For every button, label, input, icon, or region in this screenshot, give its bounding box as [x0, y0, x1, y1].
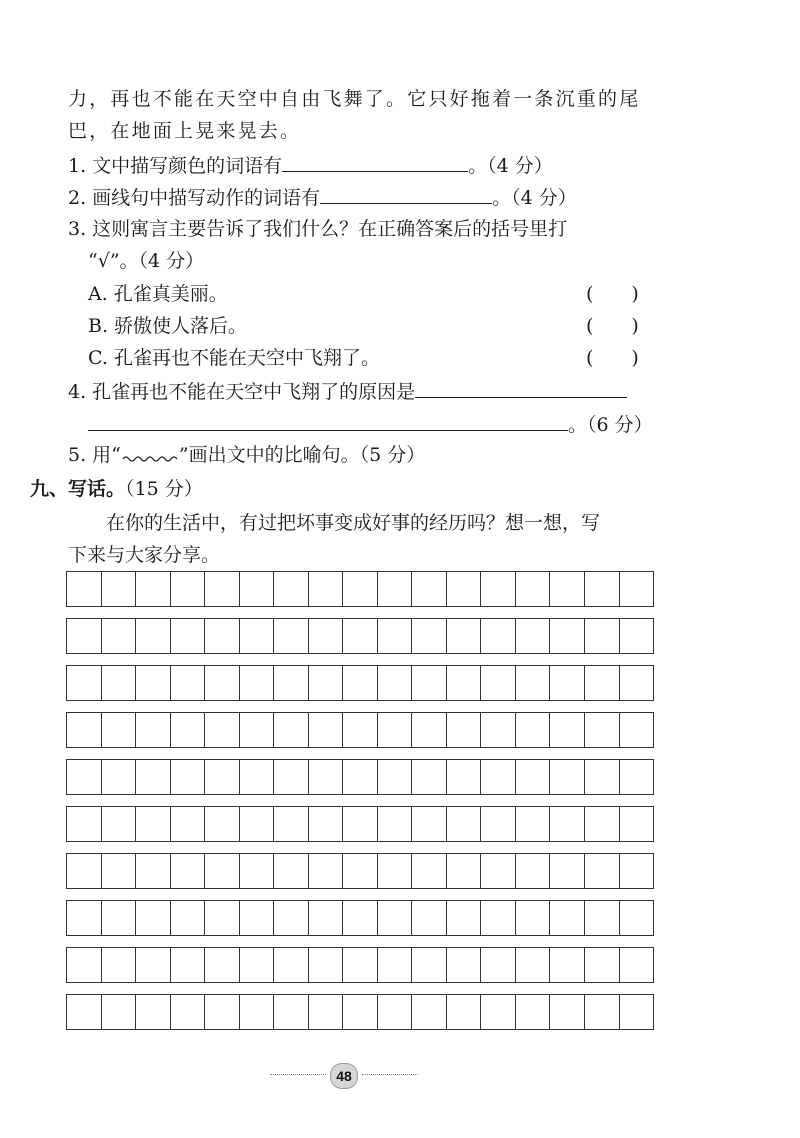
grid-cell[interactable]: [585, 948, 620, 982]
grid-cell[interactable]: [136, 760, 171, 794]
grid-cell[interactable]: [309, 760, 344, 794]
grid-cell[interactable]: [550, 948, 585, 982]
grid-cell[interactable]: [378, 948, 413, 982]
grid-cell[interactable]: [447, 760, 482, 794]
grid-cell[interactable]: [343, 760, 378, 794]
question-2: [68, 183, 577, 211]
grid-cell[interactable]: [309, 948, 344, 982]
grid-cell[interactable]: [240, 713, 275, 747]
grid-cell[interactable]: [378, 666, 413, 700]
grid-cell[interactable]: [481, 901, 516, 935]
grid-cell[interactable]: [378, 619, 413, 653]
grid-row-gap: [66, 936, 654, 947]
grid-cell[interactable]: [343, 619, 378, 653]
grid-cell[interactable]: [620, 619, 654, 653]
grid-cell[interactable]: [309, 572, 344, 606]
grid-cell[interactable]: [378, 854, 413, 888]
grid-cell[interactable]: [412, 760, 447, 794]
grid-cell[interactable]: [171, 572, 206, 606]
grid-cell[interactable]: [205, 666, 240, 700]
grid-cell[interactable]: [343, 666, 378, 700]
grid-row: [66, 571, 654, 607]
grid-cell[interactable]: [240, 948, 275, 982]
grid-cell[interactable]: [447, 666, 482, 700]
grid-cell[interactable]: [274, 854, 309, 888]
grid-cell[interactable]: [240, 807, 275, 841]
grid-cell[interactable]: [447, 572, 482, 606]
grid-cell[interactable]: [516, 854, 551, 888]
question-5-suffix: ”画出文中的比喻句。（5 分）: [178, 444, 426, 466]
grid-cell[interactable]: [136, 995, 171, 1029]
grid-cell[interactable]: [67, 901, 102, 935]
grid-cell[interactable]: [67, 572, 102, 606]
grid-cell[interactable]: [516, 713, 551, 747]
grid-cell[interactable]: [378, 713, 413, 747]
grid-cell[interactable]: [205, 995, 240, 1029]
grid-cell[interactable]: [171, 901, 206, 935]
grid-cell[interactable]: [67, 619, 102, 653]
grid-row-gap: [66, 983, 654, 994]
wavy-line-icon: [121, 451, 179, 465]
question-4: [68, 377, 627, 405]
grid-cell[interactable]: [620, 995, 654, 1029]
grid-cell[interactable]: [102, 572, 137, 606]
grid-cell[interactable]: [136, 901, 171, 935]
grid-cell[interactable]: [274, 572, 309, 606]
grid-cell[interactable]: [309, 713, 344, 747]
grid-cell[interactable]: [343, 572, 378, 606]
option-a-label: A. 孔雀真美丽。: [88, 283, 228, 305]
grid-cell[interactable]: [447, 619, 482, 653]
grid-cell[interactable]: [550, 713, 585, 747]
grid-cell[interactable]: [343, 901, 378, 935]
grid-row-gap: [66, 748, 654, 759]
grid-cell[interactable]: [550, 901, 585, 935]
option-a-paren[interactable]: ( ): [586, 283, 639, 305]
option-c-label: C. 孔雀再也不能在天空中飞翔了。: [88, 347, 380, 369]
grid-cell[interactable]: [516, 901, 551, 935]
grid-cell[interactable]: [205, 760, 240, 794]
grid-cell[interactable]: [550, 619, 585, 653]
answer-blank-2[interactable]: [320, 183, 492, 204]
grid-cell[interactable]: [412, 948, 447, 982]
grid-cell[interactable]: [274, 995, 309, 1029]
grid-cell[interactable]: [620, 901, 654, 935]
question-2-text: 2. 画线句中描写动作的词语有: [68, 187, 321, 209]
grid-row: [66, 947, 654, 983]
grid-row-gap: [66, 889, 654, 900]
grid-cell[interactable]: [102, 666, 137, 700]
grid-cell[interactable]: [240, 619, 275, 653]
grid-cell[interactable]: [412, 995, 447, 1029]
grid-cell[interactable]: [205, 572, 240, 606]
grid-cell[interactable]: [171, 995, 206, 1029]
grid-cell[interactable]: [136, 572, 171, 606]
grid-row-gap: [66, 607, 654, 618]
grid-cell[interactable]: [481, 666, 516, 700]
grid-cell[interactable]: [585, 572, 620, 606]
grid-cell[interactable]: [240, 666, 275, 700]
question-5: [68, 442, 425, 468]
grid-cell[interactable]: [447, 807, 482, 841]
grid-cell[interactable]: [343, 995, 378, 1029]
grid-cell[interactable]: [447, 995, 482, 1029]
writing-grid[interactable]: [66, 571, 654, 1030]
grid-cell[interactable]: [102, 854, 137, 888]
grid-cell[interactable]: [67, 807, 102, 841]
passage-line-2: 巴，在地面上晃来晃去。: [68, 120, 302, 142]
grid-cell[interactable]: [274, 807, 309, 841]
grid-cell[interactable]: [378, 901, 413, 935]
grid-cell[interactable]: [136, 854, 171, 888]
grid-row-gap: [66, 795, 654, 806]
grid-cell[interactable]: [516, 760, 551, 794]
grid-cell[interactable]: [67, 666, 102, 700]
section-9-prompt-line-2: 下来与大家分享。: [68, 544, 221, 566]
grid-cell[interactable]: [620, 807, 654, 841]
grid-cell[interactable]: [240, 901, 275, 935]
section-9-prompt-line-1: 在你的生活中，有过把坏事变成好事的经历吗？想一想，写: [106, 512, 601, 534]
question-5-prefix: 5. 用“: [68, 444, 121, 466]
grid-cell[interactable]: [378, 995, 413, 1029]
grid-cell[interactable]: [550, 572, 585, 606]
grid-cell[interactable]: [102, 619, 137, 653]
grid-cell[interactable]: [585, 760, 620, 794]
grid-cell[interactable]: [585, 901, 620, 935]
question-2-suffix: 。（4 分）: [492, 187, 577, 209]
grid-row: [66, 853, 654, 889]
grid-cell[interactable]: [136, 948, 171, 982]
grid-cell[interactable]: [585, 713, 620, 747]
grid-cell[interactable]: [205, 713, 240, 747]
grid-cell[interactable]: [585, 807, 620, 841]
grid-cell[interactable]: [447, 854, 482, 888]
grid-cell[interactable]: [481, 619, 516, 653]
grid-cell[interactable]: [274, 901, 309, 935]
grid-cell[interactable]: [274, 666, 309, 700]
grid-cell[interactable]: [171, 948, 206, 982]
grid-cell[interactable]: [516, 619, 551, 653]
grid-cell[interactable]: [620, 572, 654, 606]
question-1-suffix: 。（4 分）: [468, 155, 553, 177]
grid-cell[interactable]: [343, 854, 378, 888]
grid-cell[interactable]: [620, 760, 654, 794]
footer-dots-left: [270, 1074, 326, 1075]
grid-cell[interactable]: [309, 901, 344, 935]
grid-cell[interactable]: [102, 760, 137, 794]
grid-cell[interactable]: [481, 948, 516, 982]
grid-cell[interactable]: [585, 995, 620, 1029]
grid-cell[interactable]: [205, 807, 240, 841]
grid-row: [66, 618, 654, 654]
grid-cell[interactable]: [343, 948, 378, 982]
grid-cell[interactable]: [309, 619, 344, 653]
grid-cell[interactable]: [378, 760, 413, 794]
page-number: 48: [330, 1063, 358, 1089]
grid-cell[interactable]: [274, 948, 309, 982]
answer-blank-4b[interactable]: [88, 410, 568, 431]
grid-cell[interactable]: [447, 901, 482, 935]
grid-cell[interactable]: [67, 713, 102, 747]
section-9-number: 九、写话。: [30, 478, 126, 500]
grid-cell[interactable]: [447, 713, 482, 747]
grid-cell[interactable]: [67, 995, 102, 1029]
grid-cell[interactable]: [343, 807, 378, 841]
grid-cell[interactable]: [412, 619, 447, 653]
question-4-suffix: 。（6 分）: [568, 414, 653, 436]
grid-cell[interactable]: [171, 619, 206, 653]
option-b-paren[interactable]: ( ): [586, 315, 639, 337]
section-9-heading: [30, 476, 203, 502]
grid-cell[interactable]: [274, 619, 309, 653]
grid-cell[interactable]: [481, 713, 516, 747]
grid-cell[interactable]: [67, 854, 102, 888]
grid-cell[interactable]: [412, 713, 447, 747]
grid-cell[interactable]: [620, 713, 654, 747]
grid-row: [66, 900, 654, 936]
grid-cell[interactable]: [102, 948, 137, 982]
grid-cell[interactable]: [516, 995, 551, 1029]
grid-cell[interactable]: [240, 854, 275, 888]
grid-cell[interactable]: [620, 666, 654, 700]
grid-cell[interactable]: [378, 572, 413, 606]
grid-cell[interactable]: [309, 854, 344, 888]
question-4-text: 4. 孔雀再也不能在天空中飞翔了的原因是: [68, 381, 416, 403]
grid-cell[interactable]: [516, 948, 551, 982]
grid-cell[interactable]: [171, 713, 206, 747]
grid-cell[interactable]: [550, 666, 585, 700]
grid-cell[interactable]: [412, 807, 447, 841]
grid-cell[interactable]: [240, 995, 275, 1029]
footer-dots-right: [362, 1074, 418, 1075]
question-1-text: 1. 文中描写颜色的词语有: [68, 155, 283, 177]
grid-cell[interactable]: [550, 807, 585, 841]
answer-blank-1[interactable]: [282, 151, 468, 172]
question-4-cont: [88, 410, 653, 438]
grid-cell[interactable]: [516, 666, 551, 700]
grid-cell[interactable]: [412, 854, 447, 888]
grid-row: [66, 759, 654, 795]
grid-cell[interactable]: [412, 572, 447, 606]
grid-cell[interactable]: [481, 995, 516, 1029]
grid-row-gap: [66, 701, 654, 712]
grid-cell[interactable]: [585, 854, 620, 888]
grid-cell[interactable]: [136, 713, 171, 747]
grid-cell[interactable]: [550, 995, 585, 1029]
grid-cell[interactable]: [516, 807, 551, 841]
section-9-points: （15 分）: [125, 478, 203, 500]
grid-cell[interactable]: [585, 666, 620, 700]
grid-cell[interactable]: [171, 807, 206, 841]
grid-cell[interactable]: [585, 619, 620, 653]
grid-cell[interactable]: [620, 854, 654, 888]
grid-cell[interactable]: [412, 901, 447, 935]
grid-cell[interactable]: [343, 713, 378, 747]
grid-cell[interactable]: [481, 807, 516, 841]
question-3-line-1: 3. 这则寓言主要告诉了我们什么？在正确答案后的括号里打: [68, 218, 568, 240]
option-b-label: B. 骄傲使人落后。: [88, 315, 248, 337]
grid-cell[interactable]: [550, 760, 585, 794]
grid-row-gap: [66, 654, 654, 665]
grid-cell[interactable]: [620, 948, 654, 982]
grid-cell[interactable]: [102, 807, 137, 841]
grid-cell[interactable]: [171, 666, 206, 700]
grid-cell[interactable]: [412, 666, 447, 700]
grid-cell[interactable]: [309, 995, 344, 1029]
grid-cell[interactable]: [102, 901, 137, 935]
grid-cell[interactable]: [447, 948, 482, 982]
grid-cell[interactable]: [309, 807, 344, 841]
grid-row: [66, 994, 654, 1030]
grid-cell[interactable]: [205, 854, 240, 888]
grid-cell[interactable]: [171, 760, 206, 794]
grid-cell[interactable]: [240, 572, 275, 606]
question-3-line-2: “√”。（4 分）: [88, 250, 205, 272]
grid-row-gap: [66, 842, 654, 853]
grid-cell[interactable]: [205, 948, 240, 982]
grid-cell[interactable]: [102, 995, 137, 1029]
grid-cell[interactable]: [240, 760, 275, 794]
grid-cell[interactable]: [378, 807, 413, 841]
grid-cell[interactable]: [309, 666, 344, 700]
grid-row: [66, 665, 654, 701]
page-footer: [0, 1062, 800, 1088]
grid-cell[interactable]: [481, 760, 516, 794]
question-1: [68, 151, 553, 179]
grid-cell[interactable]: [205, 901, 240, 935]
grid-cell[interactable]: [136, 619, 171, 653]
answer-blank-4a[interactable]: [415, 377, 627, 398]
passage-line-1: 力，再也不能在天空中自由飞舞了。它只好拖着一条沉重的尾: [68, 88, 641, 110]
grid-row: [66, 712, 654, 748]
grid-cell[interactable]: [136, 807, 171, 841]
grid-cell[interactable]: [67, 948, 102, 982]
grid-cell[interactable]: [102, 713, 137, 747]
grid-cell[interactable]: [205, 619, 240, 653]
grid-cell[interactable]: [171, 854, 206, 888]
grid-cell[interactable]: [481, 572, 516, 606]
grid-cell[interactable]: [67, 760, 102, 794]
grid-cell[interactable]: [136, 666, 171, 700]
grid-cell[interactable]: [274, 713, 309, 747]
option-c-paren[interactable]: ( ): [586, 347, 639, 369]
grid-cell[interactable]: [481, 854, 516, 888]
grid-cell[interactable]: [516, 572, 551, 606]
grid-cell[interactable]: [274, 760, 309, 794]
grid-cell[interactable]: [550, 854, 585, 888]
grid-row: [66, 806, 654, 842]
